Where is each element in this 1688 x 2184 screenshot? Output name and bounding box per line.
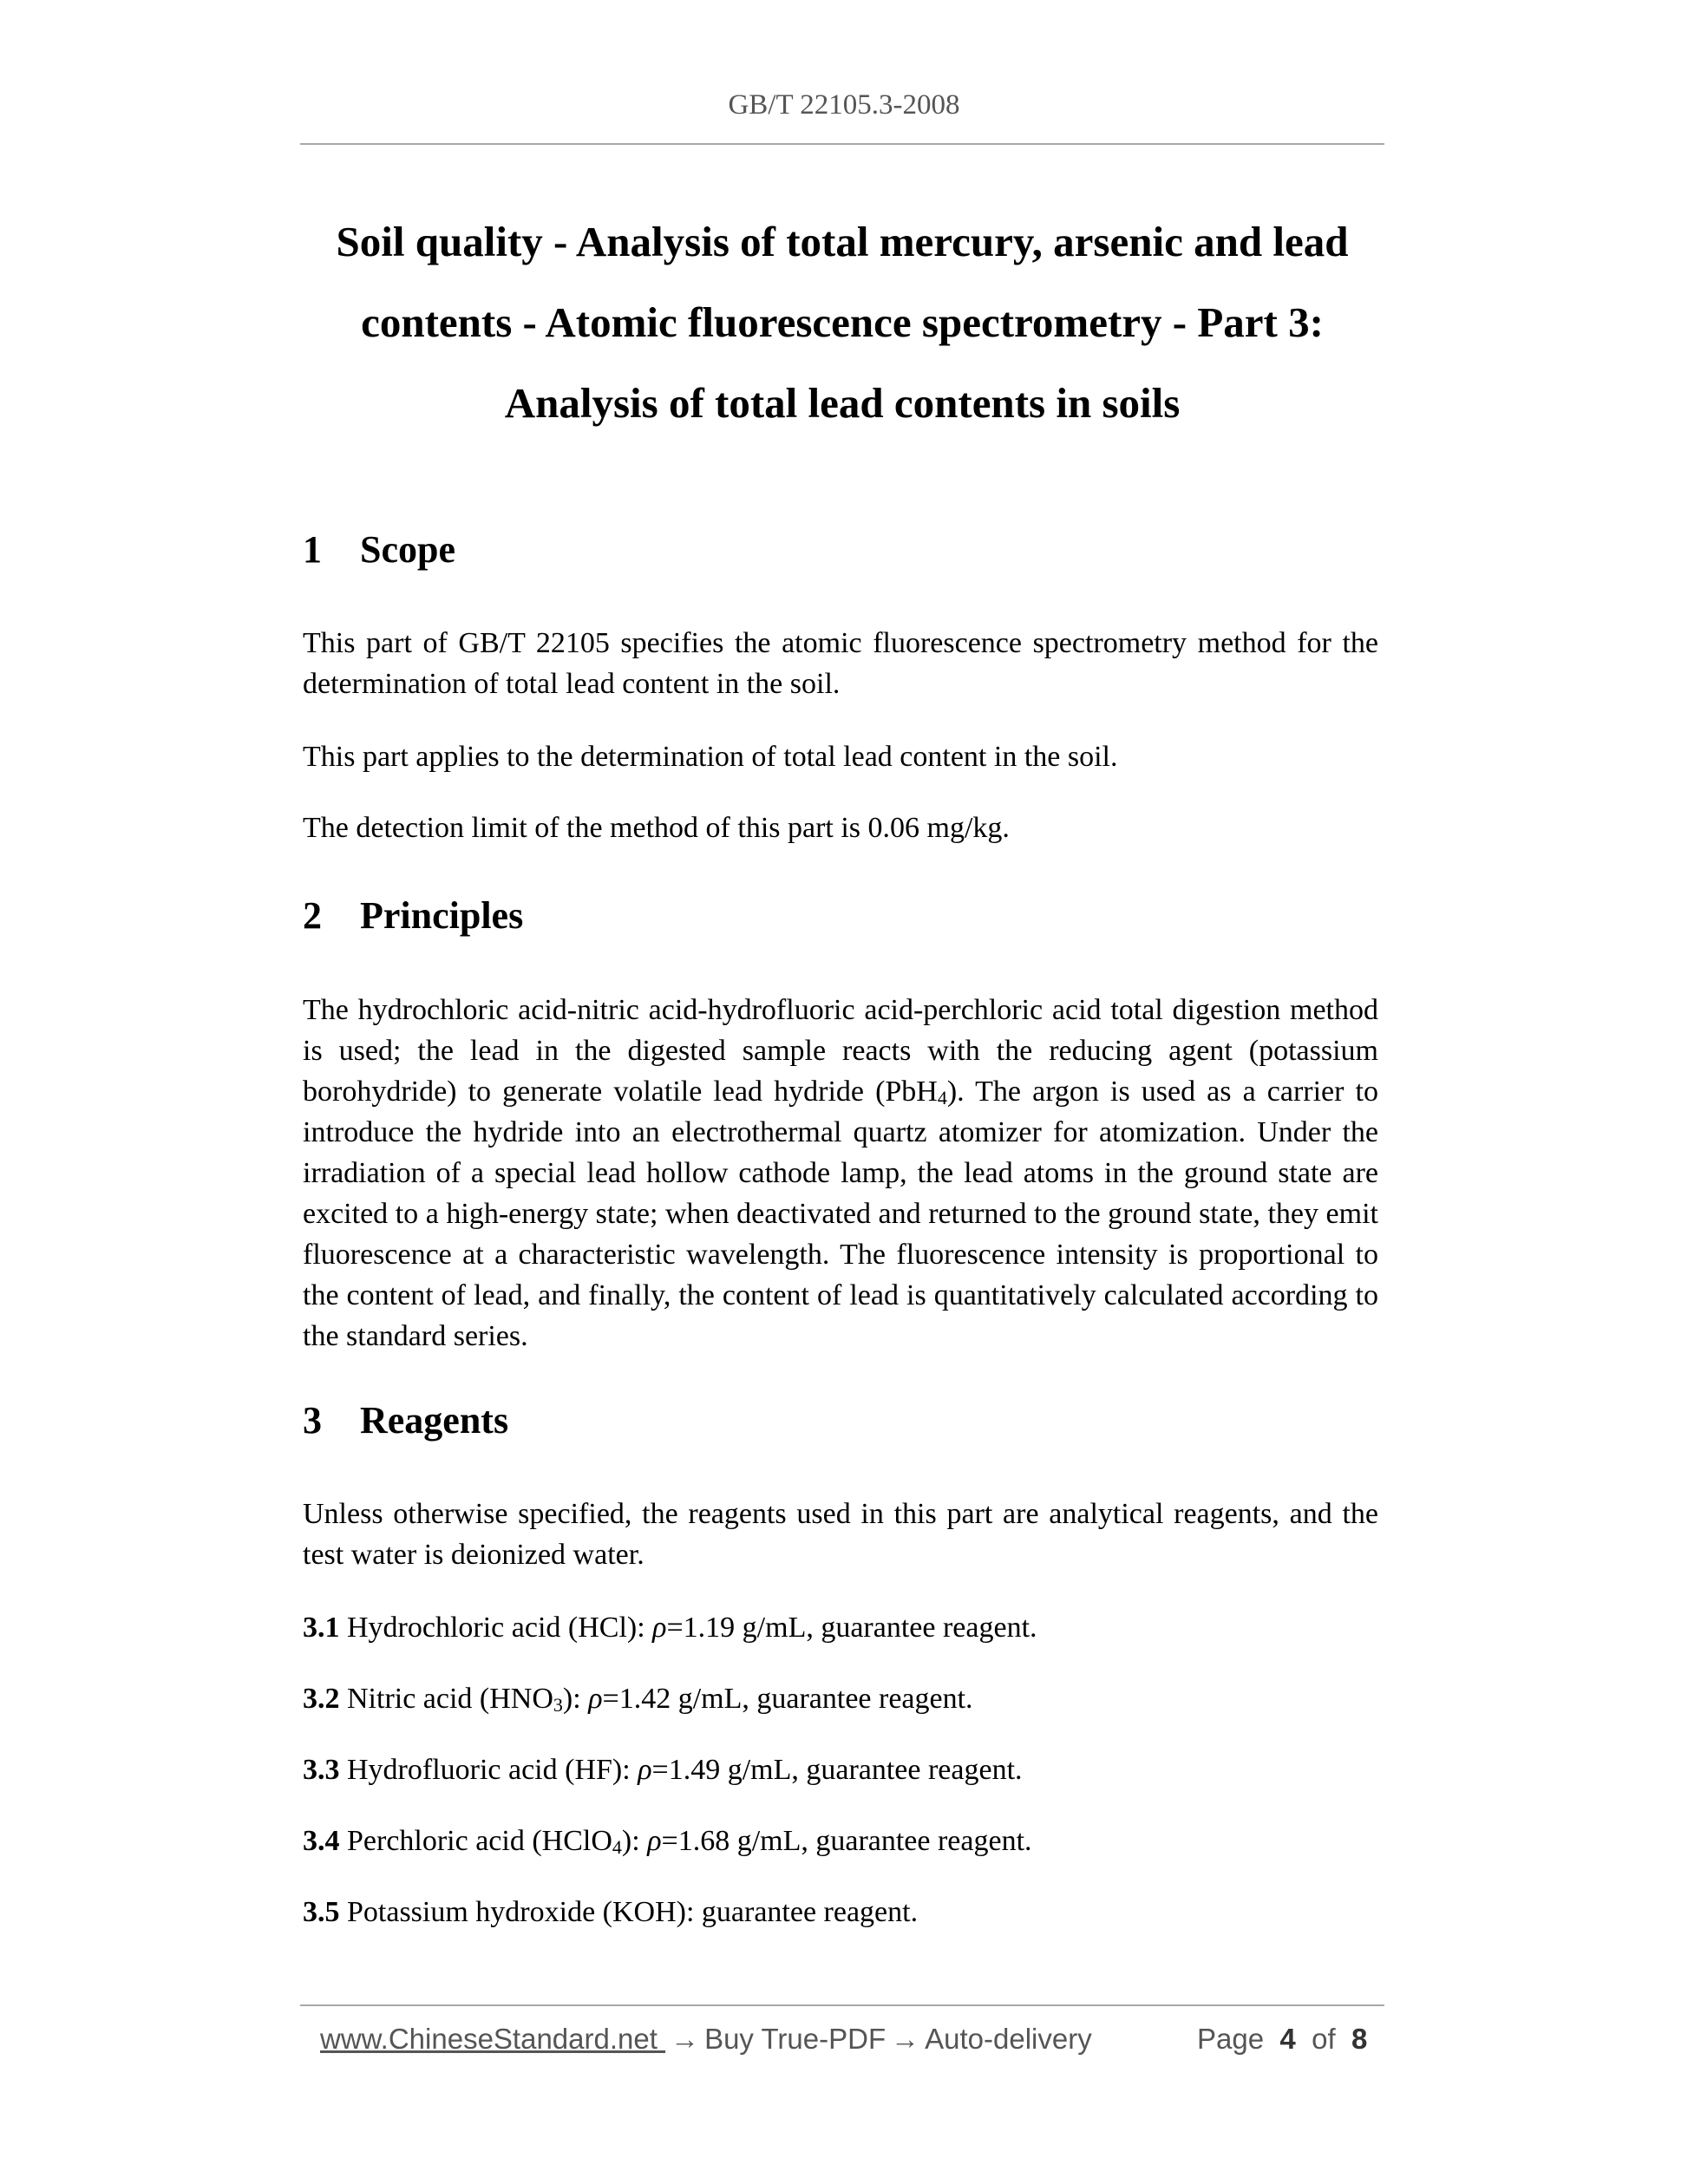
section-number: 2 [303,894,322,937]
reagent-name: Hydrofluoric acid (HF): [339,1754,638,1786]
section-2-heading [303,893,523,938]
principles-text-part-1: The hydrochloric acid-nitric acid-hydrofluoric acid-perchloric acid total digestion method is used; the lead in the digested sample reacts with the reducing agent (potassium borohydride) to generate volatile lead hydride (PbH [303,994,1378,1108]
section-number: 1 [303,528,322,571]
section-3-heading [303,1398,508,1442]
header-divider [300,143,1384,145]
reagent-name: Potassium hydroxide (KOH): guarantee reagent. [339,1896,919,1928]
reagent-item [303,1749,1378,1790]
title-line-1: Soil quality - Analysis of total mercury, arsenic and lead [336,218,1349,265]
standard-code-header: GB/T 22105.3-2008 [728,89,960,121]
density-symbol: ρ [638,1754,652,1786]
total-pages: 8 [1351,2023,1368,2055]
reagent-item [303,1821,1378,1861]
arrow-right-icon: → [671,2023,700,2055]
reagent-item [303,1678,1378,1719]
auto-delivery-text: Auto-delivery [925,2023,1092,2055]
reagent-name: Nitric acid (HNO [339,1683,553,1715]
footer-divider [300,2004,1384,2006]
reagent-spec: =1.19 g/mL, guarantee reagent. [666,1612,1037,1644]
reagent-name-end: ): [562,1683,589,1715]
reagent-name-end: ): [621,1825,648,1857]
section-title: Reagents [360,1399,509,1442]
section-title: Principles [360,894,524,937]
scope-paragraph-3: The detection limit of the method of this part is 0.06 mg/kg. [303,812,1010,844]
title-line-3: Analysis of total lead contents in soils [504,379,1181,427]
of-label: of [1312,2023,1336,2055]
density-symbol: ρ [588,1683,603,1715]
reagent-number: 3.5 [303,1896,340,1928]
title-line-2: contents - Atomic fluorescence spectrometry - Part 3: [361,298,1324,346]
density-symbol: ρ [652,1612,667,1644]
subscript: 3 [553,1694,563,1716]
principles-paragraph [303,990,1378,1357]
reagent-number: 3.4 [303,1825,340,1857]
reagent-spec: =1.68 g/mL, guarantee reagent. [661,1825,1032,1857]
section-title: Scope [360,528,455,571]
section-1-heading [303,527,455,572]
reagent-number: 3.1 [303,1612,340,1644]
current-page: 4 [1279,2023,1296,2055]
density-symbol: ρ [647,1825,662,1857]
subscript: 4 [937,1087,947,1108]
page-label: Page [1197,2023,1265,2055]
reagent-spec: =1.49 g/mL, guarantee reagent. [651,1754,1023,1786]
document-title [300,201,1384,443]
page-number [1197,2023,1367,2056]
arrow-right-icon: → [891,2023,920,2055]
section-number: 3 [303,1399,322,1442]
scope-paragraph-2: This part applies to the determination of total lead content in the soil. [303,741,1118,773]
reagent-item [303,1892,1378,1932]
buy-pdf-text: Buy True-PDF [704,2023,887,2055]
reagent-spec: =1.42 g/mL, guarantee reagent. [602,1683,973,1715]
scope-paragraph-1: This part of GB/T 22105 specifies the atomic fluorescence spectrometry method for the determination of total lead content in the soil. [303,627,1378,700]
reagents-intro: Unless otherwise specified, the reagents used in this part are analytical reagents, and the test water is deionized water. [303,1498,1378,1571]
reagent-number: 3.3 [303,1754,340,1786]
subscript: 4 [612,1836,622,1858]
reagent-name: Perchloric acid (HClO [339,1825,612,1857]
footer-promo [320,2023,1092,2056]
principles-text-part-2: ). The argon is used as a carrier to introduce the hydride into an electrothermal quartz atomizer for atomization. Under the irradiation of a special lead hollow cathode lamp, the lead atoms in the ground state are excited to a high-energy state; when deactivated and returned to the ground state, they emit fluorescence at a characteristic wavelength. The fluorescence intensity is proportional to the content of lead, and finally, the content of lead is quantitatively calculated according to the standard series. [303,1076,1378,1352]
reagent-name: Hydrochloric acid (HCl): [339,1612,653,1644]
reagent-number: 3.2 [303,1683,340,1715]
website-link[interactable]: www.ChineseStandard.net [320,2023,666,2055]
reagent-item [303,1607,1378,1648]
